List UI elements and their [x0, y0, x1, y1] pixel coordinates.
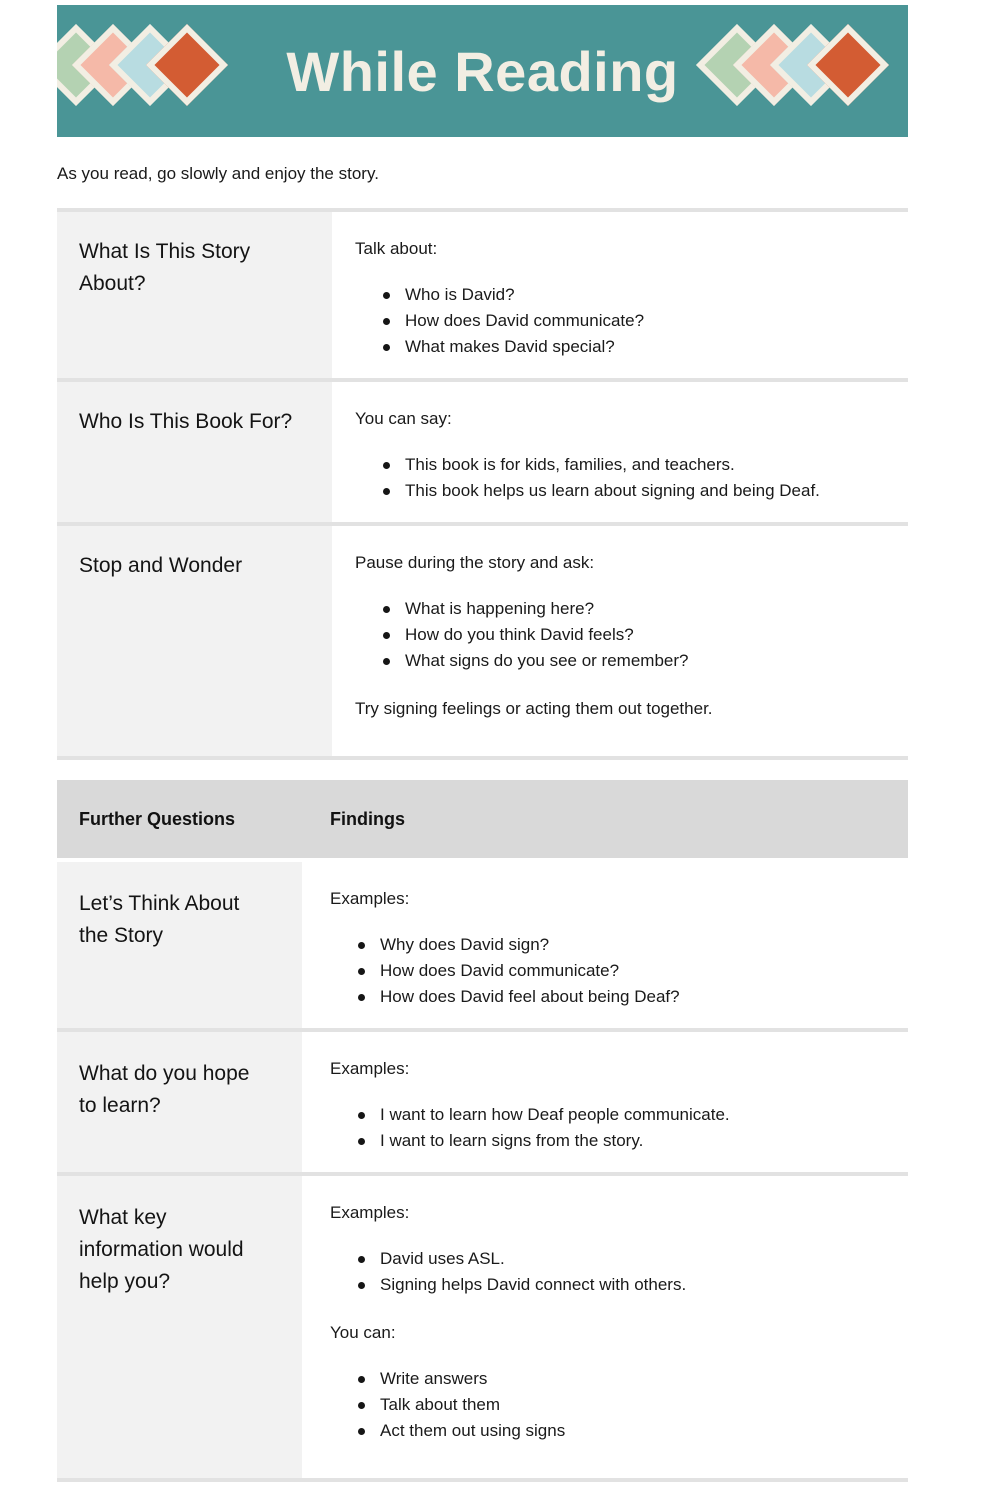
question-cell: What Is This Story About?	[57, 212, 332, 378]
lead-text: Talk about:	[355, 239, 438, 258]
table-row	[57, 382, 908, 526]
question-cell: What do you hope to learn?	[57, 1032, 302, 1172]
page-title: While Reading	[286, 39, 679, 103]
lead-text: Examples:	[330, 1203, 410, 1222]
list-item	[358, 1418, 878, 1444]
question-cell: Stop and Wonder	[57, 526, 332, 756]
list-item	[383, 596, 878, 622]
worksheet-page	[57, 5, 908, 1482]
list-item-text: Act them out using signs	[380, 1421, 566, 1440]
bullet-icon	[358, 1376, 365, 1383]
list-item	[358, 1366, 878, 1392]
answer-cell	[332, 382, 908, 522]
bullet-icon	[358, 1428, 365, 1435]
list-item-text: This book helps us learn about signing and being Deaf.	[405, 481, 820, 500]
bullet-list	[355, 282, 878, 360]
bullet-list	[330, 932, 878, 1010]
tip-text: Try signing feelings or acting them out together.	[355, 699, 713, 718]
list-item-text: How do you think David feels?	[405, 625, 634, 644]
list-item	[358, 932, 878, 958]
bullet-icon	[358, 994, 365, 1001]
bullet-icon	[383, 606, 390, 613]
bullet-list	[330, 1366, 878, 1444]
bullet-icon	[358, 1256, 365, 1263]
findings-cell	[302, 1032, 908, 1172]
table-row	[57, 1176, 908, 1482]
column-header-further-questions: Further Questions	[79, 808, 236, 829]
column-header-findings: Findings	[330, 808, 405, 829]
lead-text: Examples:	[330, 1059, 410, 1078]
list-item	[358, 1272, 878, 1298]
list-item	[358, 984, 878, 1010]
list-item-text: Signing helps David connect with others.	[380, 1275, 687, 1294]
bullet-list	[355, 452, 878, 504]
list-item	[358, 1392, 878, 1418]
question-cell: What key information would help you?	[57, 1176, 302, 1478]
bullet-icon	[383, 344, 390, 351]
bullet-icon	[383, 462, 390, 469]
list-item	[358, 1128, 878, 1154]
list-item	[383, 452, 878, 478]
bullet-icon	[358, 968, 365, 975]
bullet-icon	[383, 292, 390, 299]
page-banner	[57, 5, 908, 137]
answer-cell	[332, 526, 908, 756]
table-row	[57, 526, 908, 760]
diamond-decoration-left	[57, 36, 216, 106]
list-item-text: Who is David?	[405, 285, 515, 304]
list-item-text: What signs do you see or remember?	[405, 651, 689, 670]
lead-text: You can:	[330, 1323, 396, 1342]
list-item-text: How does David communicate?	[380, 961, 620, 980]
reading-guide-table	[57, 208, 908, 760]
list-item	[358, 1102, 878, 1128]
bullet-icon	[383, 318, 390, 325]
list-item-text: Why does David sign?	[380, 935, 550, 954]
bullet-list	[355, 596, 878, 674]
bullet-icon	[358, 1112, 365, 1119]
list-item-text: I want to learn signs from the story.	[380, 1131, 644, 1150]
list-item-text: David uses ASL.	[380, 1249, 505, 1268]
list-item-text: This book is for kids, families, and teachers.	[405, 455, 735, 474]
table-header-row	[57, 780, 908, 858]
table-row	[57, 212, 908, 382]
intro-text: As you read, go slowly and enjoy the story.	[57, 164, 379, 183]
list-item-text: How does David feel about being Deaf?	[380, 987, 680, 1006]
list-item-text: Talk about them	[380, 1395, 501, 1414]
list-item	[383, 334, 878, 360]
further-questions-table	[57, 780, 908, 1482]
bullet-icon	[383, 488, 390, 495]
list-item	[383, 648, 878, 674]
findings-cell	[302, 862, 908, 1028]
list-item	[383, 478, 878, 504]
bullet-icon	[383, 632, 390, 639]
bullet-icon	[358, 1138, 365, 1145]
question-cell: Let’s Think About the Story	[57, 862, 302, 1028]
list-item-text: What is happening here?	[405, 599, 595, 618]
bullet-icon	[358, 1282, 365, 1289]
list-item	[383, 282, 878, 308]
bullet-list	[330, 1246, 878, 1298]
lead-text: Examples:	[330, 889, 410, 908]
list-item-text: How does David communicate?	[405, 311, 645, 330]
list-item	[383, 622, 878, 648]
list-item	[358, 1246, 878, 1272]
list-item-text: I want to learn how Deaf people communicate.	[380, 1105, 730, 1124]
findings-cell	[302, 1176, 908, 1478]
list-item	[358, 958, 878, 984]
bullet-list	[330, 1102, 878, 1154]
answer-cell	[332, 212, 908, 378]
bullet-icon	[383, 658, 390, 665]
list-item	[383, 308, 878, 334]
table-row	[57, 862, 908, 1032]
list-item-text: Write answers	[380, 1369, 488, 1388]
question-cell: Who Is This Book For?	[57, 382, 332, 522]
lead-text: You can say:	[355, 409, 452, 428]
table-row	[57, 1032, 908, 1176]
list-item-text: What makes David special?	[405, 337, 615, 356]
bullet-icon	[358, 1402, 365, 1409]
bullet-icon	[358, 942, 365, 949]
diamond-decoration-right	[708, 36, 877, 106]
lead-text: Pause during the story and ask:	[355, 553, 595, 572]
